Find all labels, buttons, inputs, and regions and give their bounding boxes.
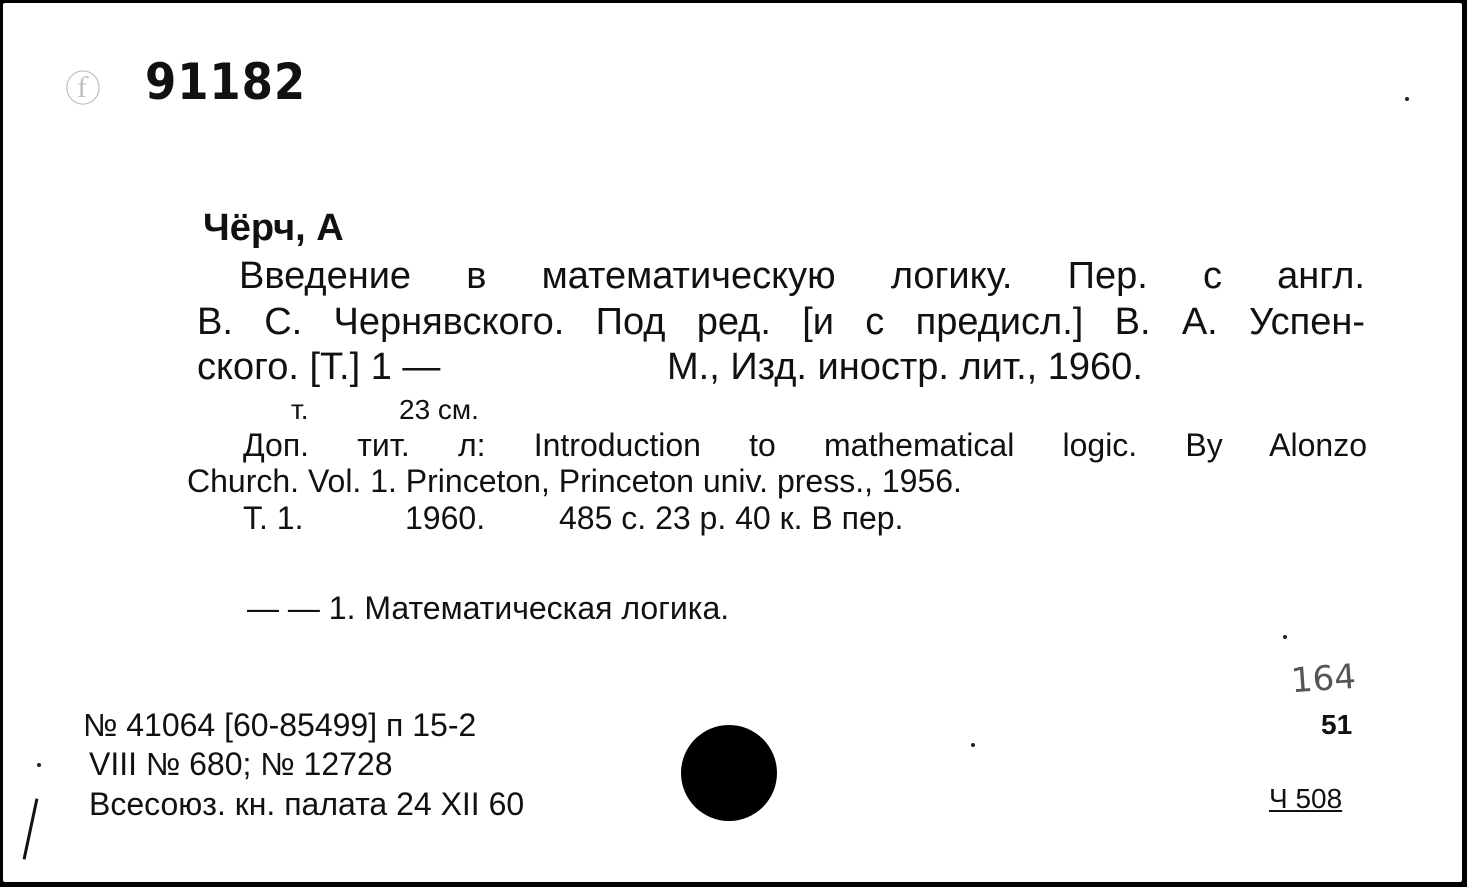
pen-stroke — [23, 798, 39, 859]
volume-year: 1960. — [405, 500, 486, 536]
call-number: Ч 508 — [1269, 783, 1343, 814]
title-line-1: Введение в математическую логику. Пер. с англ. — [239, 255, 1365, 297]
handwritten-mark: 164 — [1289, 656, 1358, 702]
speck — [37, 763, 41, 767]
speck — [1283, 635, 1287, 639]
meta-line-3: Всесоюз. кн. палата 24 XII 60 — [89, 786, 525, 822]
imprint: М., Изд. иностр. лит., 1960. — [667, 346, 1143, 388]
meta-line-1: № 41064 [60-85499] п 15-2 — [83, 707, 477, 743]
shelf-number: 51 — [1321, 709, 1353, 740]
format-volumes: т. — [291, 394, 309, 425]
title-line-3: ского. [Т.] 1 — — [197, 346, 441, 388]
author: Чёрч, А — [203, 207, 344, 249]
added-title-line-1: Доп. тит. л: Introduction to mathematical logic. By Alonzo — [243, 427, 1367, 463]
title-line-2: В. С. Чернявского. Под ред. [и с предисл.] В. А. Успен- — [197, 301, 1365, 343]
speck — [1405, 97, 1409, 101]
volume-label: Т. 1. — [243, 500, 304, 536]
punch-hole — [681, 725, 777, 821]
meta-line-2: VIII № 680; № 12728 — [89, 746, 393, 782]
format-size: 23 см. — [399, 394, 479, 425]
faded-stamp: ⓕ — [65, 69, 102, 110]
subject-heading: — — 1. Математическая логика. — [247, 590, 730, 626]
speck — [971, 743, 975, 747]
handwritten-number: 91182 — [145, 53, 307, 111]
added-title-line-2: Church. Vol. 1. Princeton, Princeton univ. press., 1956. — [187, 463, 962, 499]
volume-details: 485 с. 23 р. 40 к. В пер. — [559, 500, 904, 536]
catalog-card — [3, 3, 1462, 882]
